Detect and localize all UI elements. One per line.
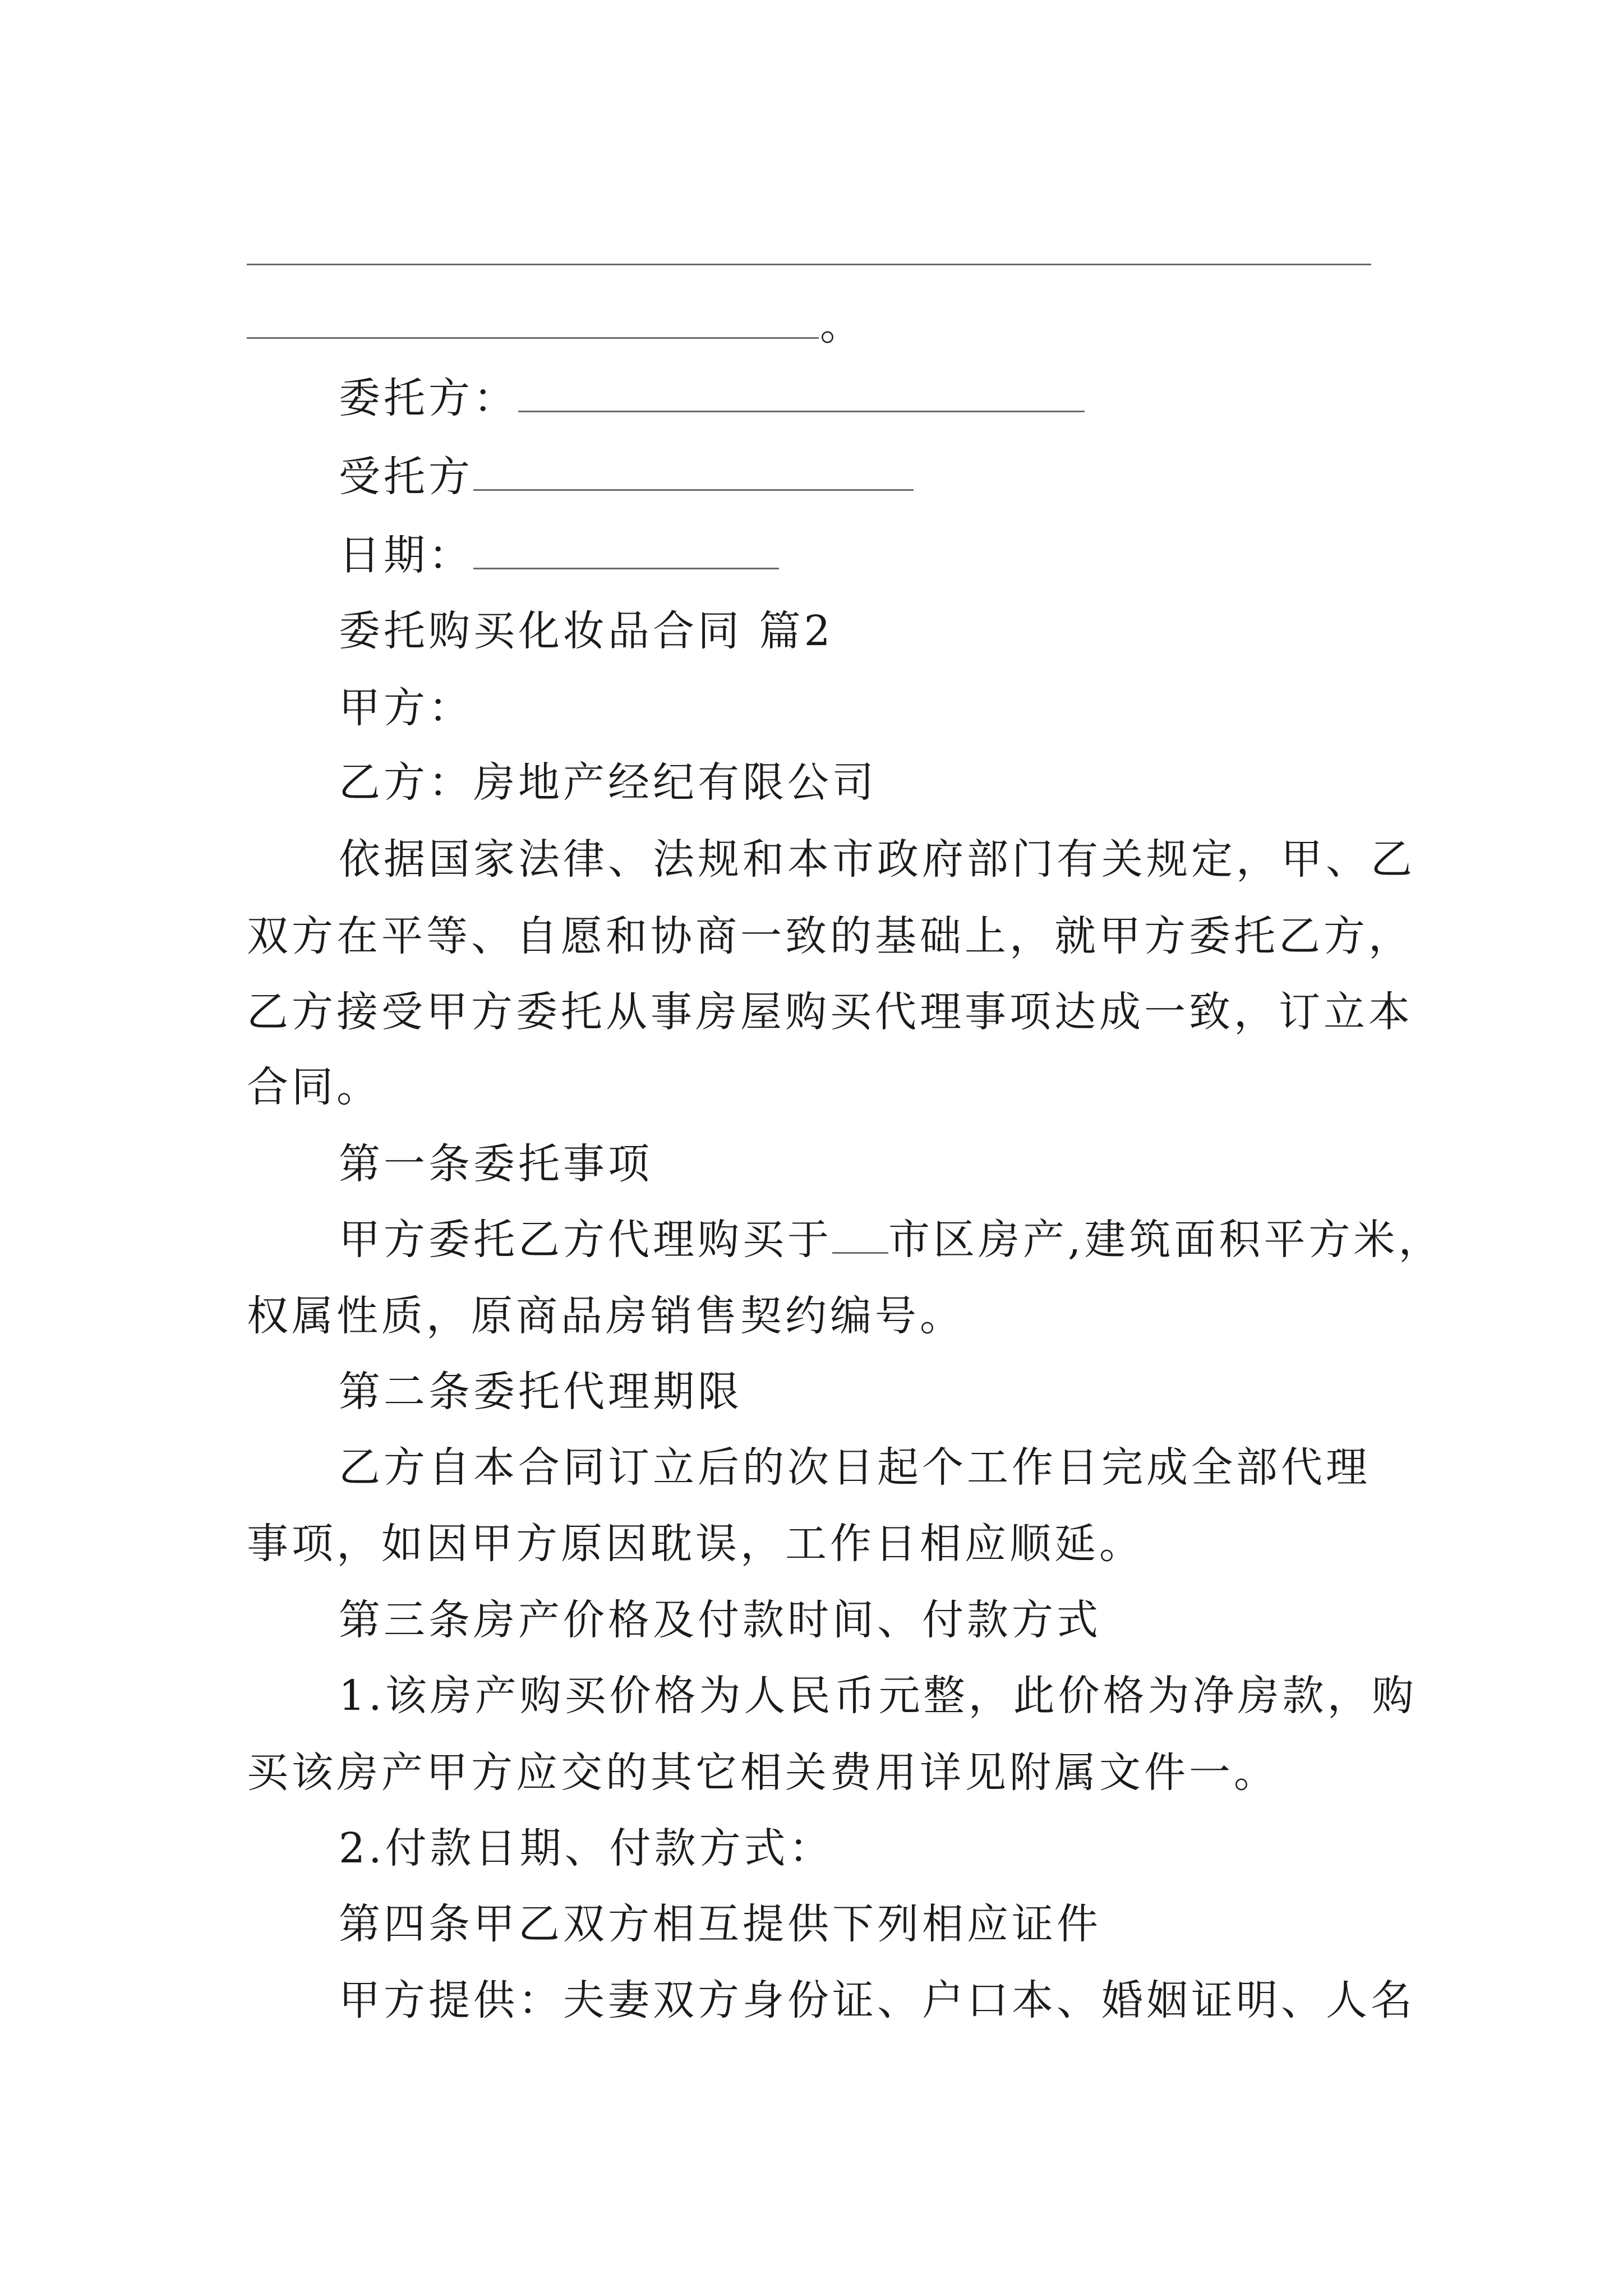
article-4-title: 第四条甲乙双方相互提供下列相应证件 <box>339 1900 1101 1948</box>
date-blank <box>473 534 779 569</box>
preamble-line-4: 合同。 <box>247 1063 381 1111</box>
fill-line-end-mark: 。 <box>820 301 865 349</box>
article-4-line-1: 甲方提供：夫妻双方身份证、户口本、婚姻证明、人名 <box>339 1976 1415 2024</box>
fill-line-1 <box>247 264 1371 265</box>
date-label: 日期： <box>339 531 473 579</box>
agent-label: 受托方 <box>339 453 473 501</box>
fill-line-2 <box>247 337 819 339</box>
preamble-line-1: 依据国家法律、法规和本市政府部门有关规定，甲、乙 <box>339 835 1415 884</box>
section-title: 委托购买化妆品合同 篇2 <box>339 607 834 655</box>
date-line <box>339 527 779 583</box>
article-3-title: 第三条房产价格及付款时间、付款方式 <box>339 1596 1101 1644</box>
article-2-title: 第二条委托代理期限 <box>339 1368 743 1416</box>
article-1-blank <box>832 1218 888 1254</box>
article-1-line-2: 权属性质，原商品房销售契约编号。 <box>247 1292 965 1340</box>
article-3-item-1-line-1: 1.该房产购买价格为人民币元整，此价格为净房款，购 <box>339 1672 1417 1720</box>
client-blank <box>518 377 1085 412</box>
article-1-line-1 <box>339 1212 1444 1268</box>
agent-signature-line <box>339 449 914 505</box>
preamble-line-2: 双方在平等、自愿和协商一致的基础上，就甲方委托乙方， <box>247 912 1413 960</box>
article-1-text-pre: 甲方委托乙方代理购买于 <box>339 1216 832 1264</box>
article-3-item-1-line-2: 买该房产甲方应交的其它相关费用详见附属文件一。 <box>247 1749 1279 1797</box>
client-label: 委托方： <box>339 374 518 422</box>
preamble-line-3: 乙方接受甲方委托从事房屋购买代理事项达成一致，订立本 <box>247 988 1413 1036</box>
party-a: 甲方： <box>339 684 473 732</box>
article-2-line-1: 乙方自本合同订立后的次日起个工作日完成全部代理 <box>339 1443 1371 1492</box>
client-signature-line <box>339 370 1085 426</box>
article-1-text-post: 市区房产,建筑面积平方米， <box>888 1216 1444 1264</box>
agent-blank <box>473 455 914 491</box>
article-1-title: 第一条委托事项 <box>339 1140 653 1188</box>
article-3-item-2: 2.付款日期、付款方式： <box>339 1824 834 1872</box>
article-2-line-2: 事项，如因甲方原因耽误，工作日相应顺延。 <box>247 1520 1144 1568</box>
party-b: 乙方：房地产经纪有限公司 <box>339 758 877 807</box>
